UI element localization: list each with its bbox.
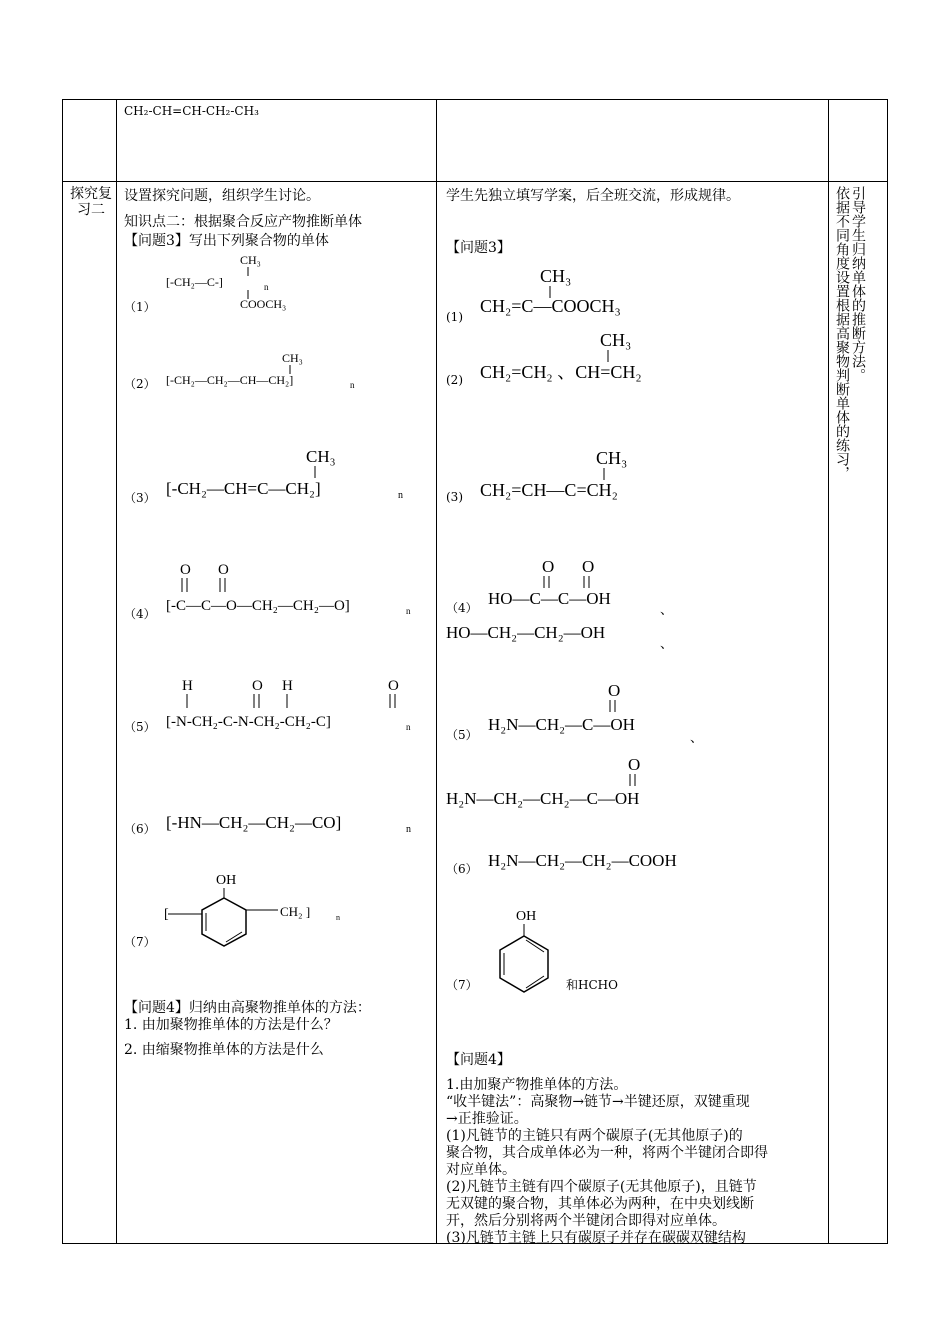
- student-q4-line: →正推验证。: [446, 1111, 528, 1127]
- svg-text:H₂N—CH₂—CH₂—COOH: H₂N—CH₂—CH₂—COOH: [488, 851, 677, 870]
- teacher-label-3: （3）: [124, 491, 156, 505]
- svg-text:CH₂=C—COOCH₃: CH₂=C—COOCH₃: [480, 296, 621, 316]
- svg-text:[-CH₂—C-]: [-CH₂—C-]: [166, 275, 223, 289]
- svg-text:[-CH₂—CH₂—CH—CH₂]: [-CH₂—CH₂—CH—CH₂]: [166, 373, 294, 387]
- svg-text:CH₃: CH₃: [306, 447, 336, 466]
- col-divider-2: [436, 99, 437, 1244]
- student-q4-line: 1.由加聚产物推单体的方法。: [446, 1077, 628, 1093]
- student-q4-line: 聚合物，其合成单体必为一种，将两个半键闭合即得: [446, 1145, 768, 1161]
- table-border-top: [62, 99, 888, 100]
- teacher-label-1: （1）: [124, 300, 156, 314]
- col-divider-1: [116, 99, 117, 1244]
- student-and-hcho: 和HCHO: [566, 978, 618, 992]
- teacher-q4-item-1: 1. 由加聚物推单体的方法是什么？: [124, 1017, 338, 1033]
- row1-formula: CH₂-CH=CH-CH₂-CH₃: [124, 104, 259, 118]
- svg-text:n: n: [398, 490, 403, 501]
- section-label: 探究复习二: [70, 186, 112, 218]
- student-q4-title: 【问题4】: [446, 1052, 511, 1068]
- teacher-structure-4: [160, 558, 430, 618]
- svg-text:[-CH₂—CH=C—CH₂]: [-CH₂—CH=C—CH₂]: [166, 479, 321, 498]
- teacher-structure-3: [160, 446, 420, 502]
- student-label-2: (2): [446, 373, 463, 387]
- svg-text:CH₃: CH₃: [282, 351, 303, 365]
- student-q4-line: 对应单体。: [446, 1162, 516, 1178]
- student-label-4: （4）: [446, 601, 478, 615]
- svg-text:CH₂=CH—C=CH₂: CH₂=CH—C=CH₂: [480, 480, 618, 500]
- teacher-structure-5: [160, 672, 430, 734]
- svg-text:OH: OH: [516, 909, 537, 924]
- table-border-left: [62, 99, 63, 1244]
- student-label-6: （6）: [446, 862, 478, 876]
- svg-text:CH₂ ]: CH₂ ]: [280, 904, 311, 919]
- teacher-knowledge: 知识点二：根据聚合反应产物推断单体: [124, 214, 362, 230]
- student-q4-line: 开，然后分别将两个半键闭合即得对应单体。: [446, 1213, 726, 1229]
- teacher-label-2: （2）: [124, 377, 156, 391]
- table-border-right: [887, 99, 888, 1244]
- svg-text:HO—CH₂—CH₂—OH: HO—CH₂—CH₂—OH: [446, 623, 606, 642]
- svg-text:CH₂=CH₂ 、CH=CH₂: CH₂=CH₂ 、CH=CH₂: [480, 362, 642, 382]
- teacher-structure-2: [160, 348, 390, 392]
- svg-text:[-HN—CH₂—CH₂—CO]: [-HN—CH₂—CH₂—CO]: [166, 813, 342, 832]
- svg-text:n: n: [406, 606, 411, 616]
- svg-text:n: n: [406, 824, 411, 835]
- student-q4-line: (2)凡链节主链有四个碳原子(无其他原子)，且链节: [446, 1179, 757, 1195]
- design-intent: 依据不同角度设置根据高聚物判断单体的练习，引导学生归纳单体的推断方法。: [834, 186, 866, 480]
- student-label-5: （5）: [446, 728, 478, 742]
- svg-text:、: 、: [690, 730, 704, 745]
- teacher-intro: 设置探究问题，组织学生讨论。: [124, 188, 320, 204]
- student-q4-line: (3)凡链节主链上只有碳原子并存在碳碳双键结构: [446, 1230, 746, 1244]
- row-divider: [62, 181, 888, 182]
- svg-text:O: O: [582, 557, 595, 576]
- svg-text:n: n: [336, 913, 340, 922]
- student-structure-5: [446, 680, 716, 810]
- svg-text:、: 、: [660, 636, 674, 650]
- student-structure-4: [446, 556, 686, 650]
- svg-text:n: n: [264, 282, 269, 292]
- svg-text:OH: OH: [216, 873, 237, 888]
- student-q4-line: 无双键的聚合物，其单体必为两种，在中央划线断: [446, 1196, 754, 1212]
- teacher-q3-title: 【问题3】写出下列聚合物的单体: [124, 233, 329, 249]
- teacher-label-7: （7）: [124, 935, 156, 949]
- teacher-structure-1: [160, 250, 330, 312]
- teacher-q4-title: 【问题4】归纳由高聚物推单体的方法：: [124, 1000, 371, 1016]
- student-structure-7: [486, 904, 566, 1000]
- student-intro: 学生先独立填写学案，后全班交流，形成规律。: [446, 188, 740, 204]
- svg-text:O: O: [608, 681, 621, 700]
- student-structure-1: [476, 264, 706, 320]
- teacher-label-5: （5）: [124, 720, 156, 734]
- svg-text:n: n: [406, 722, 411, 732]
- svg-text:O: O: [542, 557, 555, 576]
- svg-text:COOCH₃: COOCH₃: [240, 297, 287, 311]
- svg-text:O: O: [252, 678, 263, 694]
- student-label-3: (3): [446, 490, 463, 504]
- svg-text:CH₃: CH₃: [600, 330, 632, 350]
- svg-text:[: [: [164, 907, 169, 922]
- col-divider-3: [828, 99, 829, 1244]
- svg-text:O: O: [218, 562, 229, 578]
- svg-text:O: O: [180, 562, 191, 578]
- student-q4-line: (1)凡链节的主链只有两个碳原子(无其他原子)的: [446, 1128, 743, 1144]
- student-q4-line: “收半键法”：高聚物→链节→半键还原，双键重现: [446, 1094, 750, 1110]
- svg-text:、: 、: [660, 602, 674, 617]
- svg-text:H₂N—CH₂—CH₂—C—OH: H₂N—CH₂—CH₂—C—OH: [446, 789, 640, 808]
- teacher-structure-6: [160, 800, 430, 840]
- svg-text:O: O: [388, 678, 399, 694]
- svg-text:H₂N—CH₂—C—OH: H₂N—CH₂—C—OH: [488, 715, 635, 734]
- svg-text:O: O: [628, 755, 641, 774]
- student-label-1: (1): [446, 310, 463, 324]
- student-structure-6: [486, 844, 746, 874]
- svg-text:H: H: [282, 678, 293, 694]
- teacher-structure-7: [160, 868, 390, 952]
- svg-text:HO—C—C—OH: HO—C—C—OH: [488, 589, 611, 608]
- teacher-label-4: （4）: [124, 607, 156, 621]
- svg-text:[-N-CH₂-C-N-CH₂-CH₂-C]: [-N-CH₂-C-N-CH₂-CH₂-C]: [166, 714, 331, 730]
- svg-text:n: n: [350, 380, 355, 390]
- svg-text:CH₃: CH₃: [596, 448, 628, 468]
- student-structure-2: [476, 326, 716, 384]
- svg-text:[-C—C—O—CH₂—CH₂—O]: [-C—C—O—CH₂—CH₂—O]: [166, 598, 350, 614]
- teacher-label-6: （6）: [124, 822, 156, 836]
- student-structure-3: [476, 444, 706, 502]
- svg-text:H: H: [182, 678, 193, 694]
- student-q3-title: 【问题3】: [446, 240, 511, 256]
- svg-text:CH₃: CH₃: [540, 266, 572, 286]
- svg-text:CH₃: CH₃: [240, 253, 261, 267]
- student-label-7: （7）: [446, 978, 478, 992]
- teacher-q4-item-2: 2. 由缩聚物推单体的方法是什么: [124, 1042, 324, 1058]
